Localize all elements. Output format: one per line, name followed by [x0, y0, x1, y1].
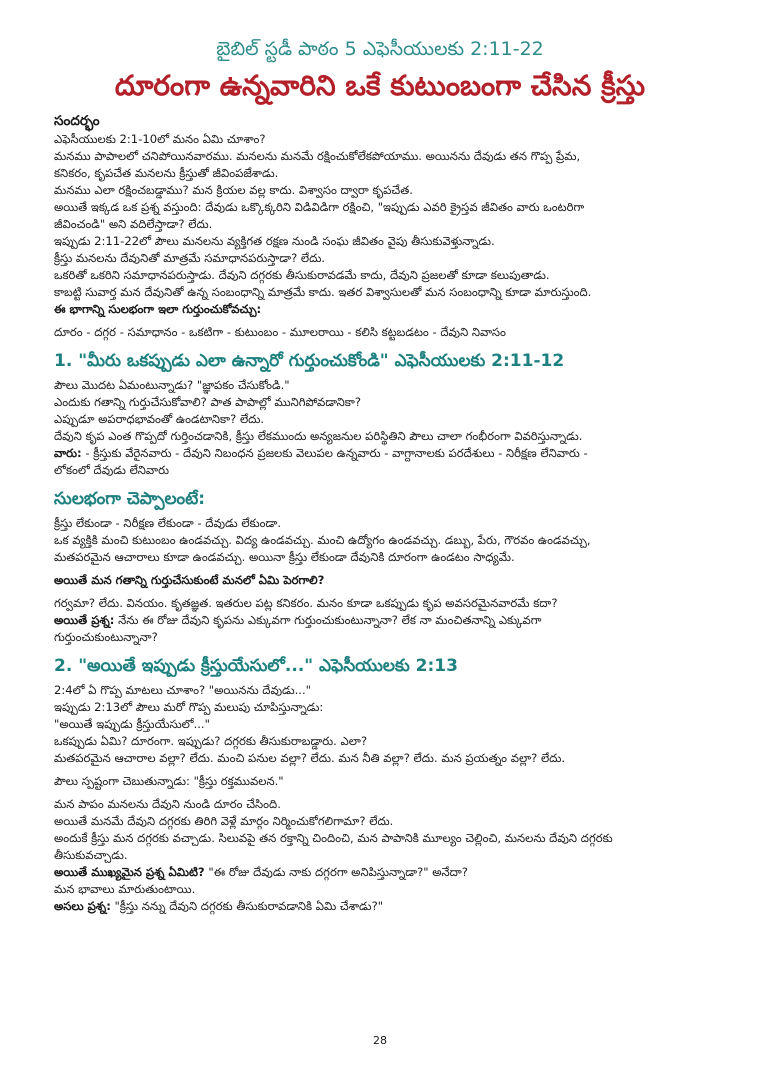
lesson-title: దూరంగా ఉన్నవారిని ఒకే కుటుంబంగా చేసిన క్రీస్తు [114, 69, 646, 102]
context-line: మనము పాపాలలో చనిపోయినవారము. మనలను మనమే రక్షించుకోలేకపోయాము. అయినను దేవుడు తన గొప్ప ప్రేమ, [54, 149, 581, 163]
simple-line: మతపరమైన ఆచారాలు కూడా ఉండవచ్చు. అయినా క్రీస్తు లేకుండా దేవునికి దూరంగా ఉండటం సాధ్యమే. [54, 550, 515, 564]
section2-line: అయితే మనమే దేవుని దగ్గరకు తిరిగి వెళ్లే మార్గం నిర్మించుకోగలిగామా? లేదు. [54, 814, 394, 828]
page-number: 28 [373, 1034, 387, 1047]
lesson-subtitle: బైబిల్ స్టడీ పాఠం 5 ఎఫెసీయులకు 2:11-22 [216, 38, 544, 60]
page-header [0, 0, 760, 106]
question-text: నేను ఈ రోజు దేవుని కృపను ఎక్కువగా గుర్తుంచుకుంటున్నానా? లేక నా మంచితనాన్ని ఎక్కువగా [114, 613, 542, 627]
vaaru-label: వారు: [54, 446, 82, 460]
section2-line: ఒకప్పుడు ఏమి? దూరంగా. ఇప్పుడు? దగ్గరకు తీసుకురాబడ్డారు. ఎలా? [54, 734, 368, 748]
simple-answer: గర్వమా? లేదు. వినయం. కృతజ్ఞత. ఇతరుల పట్ల కనికరం. మనం కూడా ఒకప్పుడు కృప అవసరమైనవారమే కదా? [54, 596, 558, 610]
question-label: అయితే ప్రశ్న: [54, 613, 115, 627]
context-line: మనము ఎలా రక్షించబడ్డాము? మన క్రియల వల్ల కాదు. విశ్వాసం ద్వారా కృపచేత. [54, 183, 413, 197]
section2-line: ఇప్పుడు 2:13లో పౌలు మరో గొప్ప మలుపు చూపిస్తున్నాడు: [54, 700, 324, 714]
context-line: ఇప్పుడు 2:11-22లో పౌలు మనలను వ్యక్తిగత రక్షణ నుండి సంఘ జీవితం వైపు తీసుకువెళ్తున్నాడు. [54, 234, 495, 248]
important-text: "ఈ రోజు దేవుడు నాకు దగ్గరగా అనిపిస్తున్నాడా?" అనేదా? [204, 865, 468, 879]
vaaru-line [54, 445, 720, 462]
context-line: కనికరం, కృపచేత మనలను క్రీస్తుతో జీవింపజేశాడు. [54, 166, 279, 180]
context-line: క్రీస్తు మనలను దేవునితో మాత్రమే సమాధానపరుస్తాడా? లేదు. [54, 251, 326, 265]
simple-question-heading: అయితే మన గతాన్ని గుర్తుచేసుకుంటే మనలో ఏమి పెరగాలి? [54, 573, 325, 587]
section1-line: ఎప్పుడూ అపరాధభావంతో ఉండటానికా? లేదు. [54, 412, 265, 426]
page-content [54, 112, 720, 915]
section2-line: మన పాపం మనలను దేవుని నుండి దూరం చేసింది. [54, 797, 281, 811]
context-line: కాబట్టి సువార్త మన దేవునితో ఉన్న సంబంధాన్ని మాత్రమే కాదు. ఇతర విశ్వాసులతో మన సంబంధాన్ని కూడా మారుస్తుంది. [54, 285, 592, 299]
real-question-label: అసలు ప్రశ్న: [54, 899, 111, 913]
section1-line: దేవుని కృప ఎంత గొప్పదో గుర్తించడానికి, క్రీస్తు లేకముందు అన్యజనుల పరిస్థితిని పౌలు చాలా గంభీరంగా వివరిస్తున్నాడు. [54, 429, 583, 443]
remember-line: దూరం - దగ్గర - సమాధానం - ఒకటిగా - కుటుంబం - మూలరాయి - కలిసి కట్టబడటం - దేవుని నివాసం [54, 325, 506, 339]
important-label: అయితే ముఖ్యమైన ప్రశ్న ఏమిటి? [54, 865, 205, 879]
section2-line: 2:4లో ఏ గొప్ప మాటలు చూశాం? "అయినను దేవుడు..." [54, 683, 312, 697]
section2-line: మతపరమైన ఆచారాల వల్లా? లేదు. మంచి పనుల వల్లా? లేదు. మన నీతి వల్లా? లేదు. మన ప్రయత్నం వల్లా? లేదు. [54, 751, 566, 765]
section1-line: పౌలు మొదట ఏమంటున్నాడు? "జ్ఞాపకం చేసుకోండి." [54, 378, 290, 392]
context-heading: సందర్భం [54, 113, 100, 129]
clear-line: పౌలు స్పష్టంగా చెబుతున్నాడు: "క్రీస్తు రక్తమువలన." [54, 774, 284, 788]
vaaru-line-2: లోకంలో దేవుడు లేనివారు [54, 463, 169, 477]
simple-line: ఒక వ్యక్తికి మంచి కుటుంబం ఉండవచ్చు. విద్య ఉండవచ్చు. మంచి ఉద్యోగం ఉండవచ్చు. డబ్బు, పేరు, గౌరవం ఉండవచ్చు, [54, 533, 591, 547]
feelings-line: మన భావాలు మారుతుంటాయి. [54, 882, 196, 896]
section2-line: "అయితే ఇప్పుడు క్రీస్తుయేసులో..." [54, 717, 210, 731]
context-line: జీవించండి" అని వదిలేస్తాడా? లేదు. [54, 217, 213, 231]
vaaru-text: - క్రీస్తుకు వేరైనవారు - దేవుని నిబంధన ప్రజలకు వెలుపల ఉన్నవారు - వాగ్దానాలకు పరదేశులు - నిరీక్షణ లేనివారు - [81, 446, 588, 460]
real-question-line [54, 898, 720, 915]
context-line: ఎఫెసీయులకు 2:1-10లో మనం ఏమి చూశాం? [54, 132, 266, 146]
real-question-text: "క్రీస్తు నన్ను దేవుని దగ్గరకు తీసుకురావడానికి ఏమి చేశాడు?" [110, 899, 384, 913]
simple-line: క్రీస్తు లేకుండా - నిరీక్షణ లేకుండా - దేవుడు లేకుండా. [54, 516, 282, 530]
context-line: ఒకరితో ఒకరిని సమాధానపరుస్తాడు. దేవుని దగ్గరకు తీసుకురావడమే కాదు, దేవుని ప్రజలతో కూడా కలుపుతాడు. [54, 268, 550, 282]
remember-heading: ఈ భాగాన్ని సులభంగా ఇలా గుర్తుంచుకోవచ్చు: [54, 302, 262, 316]
question-line [54, 612, 720, 629]
simple-heading: సులభంగా చెప్పాలంటే: [54, 489, 206, 509]
section2-line: తీసుకువచ్చాడు. [54, 848, 128, 862]
context-line: అయితే ఇక్కడ ఒక ప్రశ్న వస్తుంది: దేవుడు ఒక్కొక్కరిని విడివిడిగా రక్షించి, "ఇప్పుడు ఎవరి క్రైస్తవ జీవితం వారు ఒంటరిగా [54, 200, 585, 214]
section2-heading: 2. "అయితే ఇప్పుడు క్రీస్తుయేసులో..." ఎఫెసీయులకు 2:13 [54, 656, 458, 676]
section1-heading: 1. "మీరు ఒకప్పుడు ఎలా ఉన్నారో గుర్తుంచుకోండి" ఎఫెసీయులకు 2:11-12 [54, 351, 565, 371]
section2-line: అందుకే క్రీస్తు మన దగ్గరకు వచ్చాడు. సిలువపై తన రక్తాన్ని చిందించి, మన పాపానికి మూల్యం చెల్లించి, మనలను దేవుని దగ్గరకు [54, 831, 613, 845]
section1-line: ఎందుకు గతాన్ని గుర్తుచేసుకోవాలి? పాత పాపాల్లో మునిగిపోవడానికా? [54, 395, 362, 409]
question-line-2: గుర్తుంచుకుంటున్నానా? [54, 630, 158, 644]
important-line [54, 864, 720, 881]
